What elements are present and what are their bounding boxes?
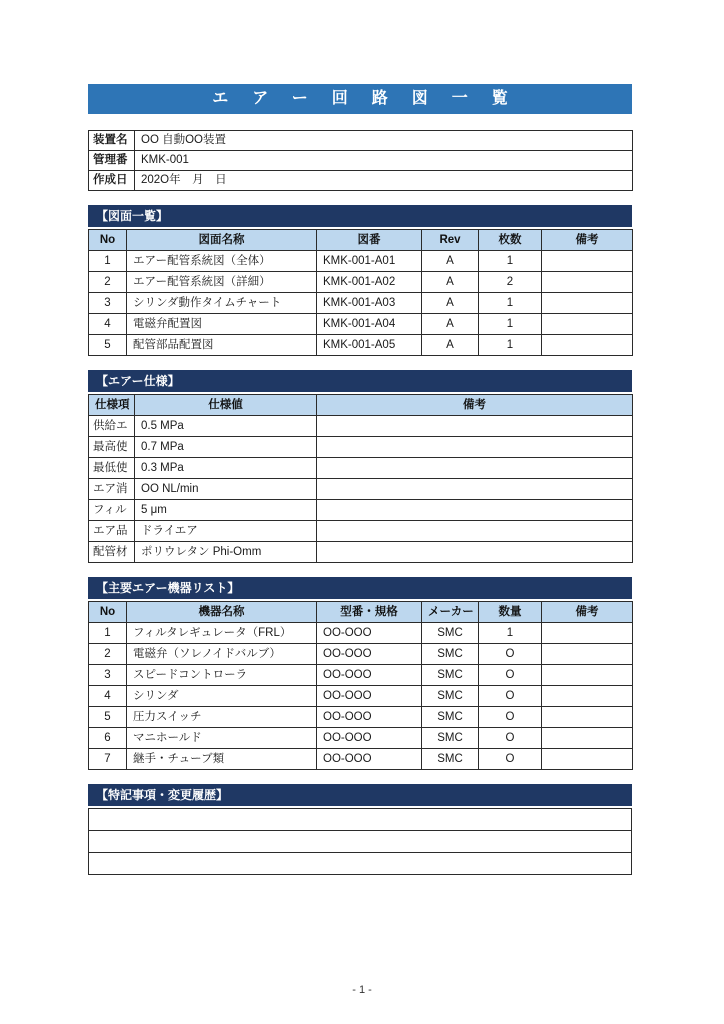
cell-spec-value: 0.7 MPa [135, 437, 317, 458]
cell-spec-item: 供給エ [89, 416, 135, 437]
table-row [89, 809, 632, 831]
table-row [89, 314, 633, 335]
cell-spec-value: 0.3 MPa [135, 458, 317, 479]
cell-remarks [317, 521, 633, 542]
cell-equipment-name: 圧力スイッチ [127, 707, 317, 728]
cell-equipment-name: 電磁弁（ソレノイドバルブ） [127, 644, 317, 665]
info-value-device-name: OO 自動OO装置 [135, 131, 633, 151]
cell-remarks [542, 272, 633, 293]
drawing-list-table [88, 229, 633, 356]
table-row [89, 831, 632, 853]
section-title-notes: 【特記事項・変更履歴】 [88, 784, 632, 806]
col-header-no: No [89, 230, 127, 251]
cell-remarks [542, 293, 633, 314]
table-row [89, 437, 633, 458]
table-row [89, 749, 633, 770]
cell-drawing-number: KMK-001-A03 [317, 293, 422, 314]
table-row [89, 542, 633, 563]
info-label-created-date: 作成日 [89, 171, 135, 191]
cell-sheets: 1 [479, 293, 542, 314]
cell-maker: SMC [422, 665, 479, 686]
col-header-model: 型番・規格 [317, 602, 422, 623]
cell-maker: SMC [422, 623, 479, 644]
cell-maker: SMC [422, 644, 479, 665]
cell-quantity: 1 [479, 623, 542, 644]
col-header-equipment-name: 機器名称 [127, 602, 317, 623]
cell-remarks [542, 749, 633, 770]
cell-remarks [542, 728, 633, 749]
cell-remarks [542, 644, 633, 665]
cell-spec-value: 5 μm [135, 500, 317, 521]
table-row [89, 272, 633, 293]
cell-remarks [317, 416, 633, 437]
cell-model: OO-OOO [317, 623, 422, 644]
cell-remarks [542, 623, 633, 644]
cell-rev: A [422, 335, 479, 356]
cell-quantity: O [479, 728, 542, 749]
table-header-row [89, 602, 633, 623]
cell-no: 7 [89, 749, 127, 770]
cell-drawing-number: KMK-001-A05 [317, 335, 422, 356]
col-header-remarks: 備考 [542, 602, 633, 623]
document-info-table [88, 130, 633, 191]
cell-remarks [542, 686, 633, 707]
section-title-equipment-list: 【主要エアー機器リスト】 [88, 577, 632, 599]
table-row [89, 251, 633, 272]
info-value-control-number: KMK-001 [135, 151, 633, 171]
page-content [88, 84, 632, 875]
page-number: - 1 - [352, 984, 372, 996]
cell-maker: SMC [422, 707, 479, 728]
cell-spec-value: 0.5 MPa [135, 416, 317, 437]
notes-table [88, 808, 632, 875]
cell-no: 6 [89, 728, 127, 749]
cell-equipment-name: マニホールド [127, 728, 317, 749]
col-header-maker: メーカー [422, 602, 479, 623]
cell-rev: A [422, 314, 479, 335]
cell-model: OO-OOO [317, 749, 422, 770]
equipment-list-table [88, 601, 633, 770]
table-row [89, 623, 633, 644]
table-row [89, 500, 633, 521]
table-row [89, 686, 633, 707]
cell-drawing-number: KMK-001-A01 [317, 251, 422, 272]
cell-quantity: O [479, 665, 542, 686]
cell-drawing-name: シリンダ動作タイムチャート [127, 293, 317, 314]
info-label-device-name: 装置名 [89, 131, 135, 151]
cell-drawing-name: 配管部品配置図 [127, 335, 317, 356]
col-header-drawing-name: 図面名称 [127, 230, 317, 251]
section-title-air-spec: 【エアー仕様】 [88, 370, 632, 392]
table-row [89, 521, 633, 542]
cell-remarks [317, 542, 633, 563]
cell-remarks [317, 500, 633, 521]
cell-spec-value: OO NL/min [135, 479, 317, 500]
cell-remarks [317, 458, 633, 479]
empty-note-row [89, 809, 632, 831]
col-header-spec-value: 仕様値 [135, 395, 317, 416]
cell-spec-item: エア消 [89, 479, 135, 500]
cell-quantity: O [479, 686, 542, 707]
col-header-sheets: 枚数 [479, 230, 542, 251]
cell-drawing-number: KMK-001-A04 [317, 314, 422, 335]
table-row [89, 479, 633, 500]
cell-sheets: 1 [479, 314, 542, 335]
table-row [89, 853, 632, 875]
cell-equipment-name: スピードコントローラ [127, 665, 317, 686]
cell-equipment-name: 継手・チューブ類 [127, 749, 317, 770]
cell-sheets: 1 [479, 335, 542, 356]
table-header-row [89, 395, 633, 416]
cell-spec-item: エア品 [89, 521, 135, 542]
cell-no: 1 [89, 623, 127, 644]
cell-quantity: O [479, 644, 542, 665]
cell-remarks [542, 665, 633, 686]
cell-remarks [542, 251, 633, 272]
cell-no: 4 [89, 314, 127, 335]
cell-quantity: O [479, 707, 542, 728]
empty-note-row [89, 831, 632, 853]
cell-sheets: 1 [479, 251, 542, 272]
section-title-drawing-list: 【図面一覧】 [88, 205, 632, 227]
cell-equipment-name: シリンダ [127, 686, 317, 707]
col-header-spec-item: 仕様項 [89, 395, 135, 416]
air-spec-table [88, 394, 633, 563]
cell-rev: A [422, 251, 479, 272]
table-row [89, 665, 633, 686]
cell-model: OO-OOO [317, 686, 422, 707]
col-header-no: No [89, 602, 127, 623]
cell-drawing-name: エアー配管系統図（詳細） [127, 272, 317, 293]
table-row [89, 151, 633, 171]
cell-model: OO-OOO [317, 665, 422, 686]
page-title: エアー回路図一覧 [88, 84, 632, 114]
cell-maker: SMC [422, 749, 479, 770]
cell-sheets: 2 [479, 272, 542, 293]
cell-equipment-name: フィルタレギュレータ（FRL） [127, 623, 317, 644]
cell-spec-item: フィル [89, 500, 135, 521]
col-header-rev: Rev [422, 230, 479, 251]
cell-no: 2 [89, 272, 127, 293]
cell-spec-value: ポリウレタン Phi-Omm [135, 542, 317, 563]
cell-no: 2 [89, 644, 127, 665]
info-value-created-date: 202O年 月 日 [135, 171, 633, 191]
cell-remarks [317, 479, 633, 500]
cell-remarks [542, 707, 633, 728]
cell-spec-item: 配管材 [89, 542, 135, 563]
table-row [89, 458, 633, 479]
cell-no: 5 [89, 335, 127, 356]
cell-remarks [542, 335, 633, 356]
cell-no: 4 [89, 686, 127, 707]
cell-no: 5 [89, 707, 127, 728]
col-header-remarks: 備考 [542, 230, 633, 251]
cell-spec-item: 最高使 [89, 437, 135, 458]
cell-rev: A [422, 272, 479, 293]
table-row [89, 335, 633, 356]
col-header-drawing-number: 図番 [317, 230, 422, 251]
cell-rev: A [422, 293, 479, 314]
table-row [89, 416, 633, 437]
cell-no: 3 [89, 665, 127, 686]
table-row [89, 728, 633, 749]
table-row [89, 707, 633, 728]
table-row [89, 171, 633, 191]
cell-no: 3 [89, 293, 127, 314]
table-row [89, 644, 633, 665]
cell-spec-item: 最低使 [89, 458, 135, 479]
table-header-row [89, 230, 633, 251]
info-label-control-number: 管理番 [89, 151, 135, 171]
cell-remarks [317, 437, 633, 458]
table-row [89, 293, 633, 314]
col-header-remarks: 備考 [317, 395, 633, 416]
cell-model: OO-OOO [317, 707, 422, 728]
cell-spec-value: ドライエア [135, 521, 317, 542]
empty-note-row [89, 853, 632, 875]
cell-drawing-number: KMK-001-A02 [317, 272, 422, 293]
cell-drawing-name: 電磁弁配置図 [127, 314, 317, 335]
cell-model: OO-OOO [317, 644, 422, 665]
table-row [89, 131, 633, 151]
cell-maker: SMC [422, 686, 479, 707]
cell-quantity: O [479, 749, 542, 770]
col-header-quantity: 数量 [479, 602, 542, 623]
cell-remarks [542, 314, 633, 335]
cell-model: OO-OOO [317, 728, 422, 749]
cell-no: 1 [89, 251, 127, 272]
cell-drawing-name: エアー配管系統図（全体） [127, 251, 317, 272]
cell-maker: SMC [422, 728, 479, 749]
